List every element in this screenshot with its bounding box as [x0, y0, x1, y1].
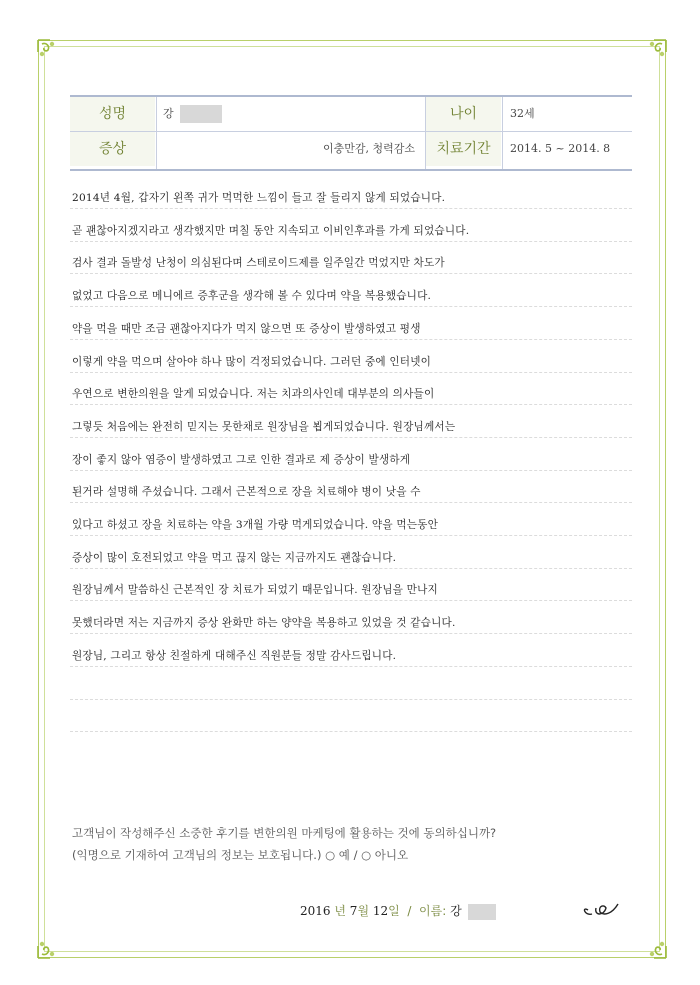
- patient-info-table: [70, 95, 632, 171]
- info-row: [70, 132, 632, 166]
- review-line-text: 원장님께서 말씀하신 근본적인 장 치료가 되었기 때문입니다. 원장님을 만나지: [72, 584, 438, 597]
- review-line-text: 우연으로 변한의원을 알게 되었습니다. 저는 치과의사인데 대부분의 의사들이: [72, 388, 435, 401]
- period-value: 2014. 5 ~ 2014. 8: [510, 142, 611, 155]
- age-value: 32세: [510, 107, 535, 120]
- review-line: [70, 671, 632, 700]
- name-value: [163, 97, 423, 131]
- consent-section: [72, 822, 496, 866]
- review-line: [70, 474, 632, 503]
- review-line-text: 없었고 다음으로 메니에르 증후군을 생각해 볼 수 있다며 약을 복용했습니다.: [72, 290, 432, 303]
- review-line: [70, 344, 632, 373]
- name-label: 성명: [70, 97, 155, 131]
- yes-label: 예: [338, 848, 350, 862]
- review-line: [70, 213, 632, 242]
- review-line: [70, 376, 632, 405]
- age-label: 나이: [426, 97, 501, 131]
- signature-line: 2016 년 7월 12일 / 이름: 강: [300, 902, 496, 920]
- corner-ornament-icon: [642, 934, 668, 960]
- review-line: [70, 703, 632, 732]
- review-line-text: 증상이 많이 호전되었고 약을 먹고 끊지 않는 지금까지도 괜찮습니다.: [72, 551, 397, 564]
- corner-ornament-icon: [642, 38, 668, 64]
- table-divider: [425, 97, 426, 169]
- signer-name: 강: [450, 904, 462, 918]
- review-line: [70, 572, 632, 601]
- day-label: 일: [388, 904, 400, 918]
- no-label: 아니오: [374, 848, 409, 862]
- review-line-text: 약을 먹을 때만 조금 괜찮아지다가 먹지 않으면 또 증상이 발생하였고 평생: [72, 322, 421, 335]
- review-line: [70, 638, 632, 667]
- review-line-text: 된거라 설명해 주셨습니다. 그래서 근본적으로 장을 치료해야 병이 낫을 수: [72, 486, 421, 499]
- review-line-text: 원장님, 그리고 항상 친절하게 대해주신 직원분들 정말 감사드립니다.: [72, 649, 397, 662]
- yes-radio-icon[interactable]: ○: [325, 848, 336, 862]
- review-line: [70, 507, 632, 536]
- month-label: 월: [357, 904, 370, 918]
- corner-ornament-icon: [36, 38, 62, 64]
- name-field-label: 이름:: [419, 904, 447, 918]
- review-line-text: 이렇게 약을 먹으며 살아야 하나 많이 걱정되었습니다. 그러던 중에 인터넷이: [72, 355, 432, 368]
- review-line: [70, 245, 632, 274]
- symptom-label: 증상: [70, 132, 155, 166]
- review-line-text: 못했더라면 저는 지금까지 증상 완화만 하는 양약을 복용하고 있었을 것 같습니다.: [72, 617, 456, 630]
- review-line-text: 곧 괜찮아지겠지라고 생각했지만 며칠 동안 지속되고 이비인후과를 가게 되었습니다.: [72, 224, 470, 237]
- review-line-text: 장이 좋지 않아 염증이 발생하였고 그로 인한 결과로 제 증상이 발생하게: [72, 453, 411, 466]
- review-line-text: 그렇듯 처음에는 완전히 믿지는 못한채로 원장님을 뵙게되었습니다. 원장님께서는: [72, 420, 456, 433]
- review-line: [70, 180, 632, 209]
- no-radio-icon[interactable]: ○: [361, 848, 372, 862]
- year-label: 년: [334, 904, 346, 918]
- redacted-block: [180, 105, 222, 123]
- review-line-text: 검사 결과 돌발성 난청이 의심된다며 스테로이드제를 일주일간 먹었지만 차도가: [72, 257, 445, 270]
- review-line: [70, 409, 632, 438]
- review-line: [70, 311, 632, 340]
- review-line: [70, 605, 632, 634]
- review-line: [70, 540, 632, 569]
- review-line: [70, 278, 632, 307]
- consent-note: (익명으로 기재하여 고객님의 정보는 보호됩니다.): [72, 848, 322, 862]
- month-value: 7: [349, 904, 358, 918]
- separator: /: [353, 848, 362, 862]
- table-divider: [156, 97, 157, 169]
- year-value: 2016: [300, 904, 331, 918]
- consent-question: 고객님이 작성해주신 소중한 후기를 변한의원 마케팅에 활용하는 것에 동의하십니까?: [72, 826, 497, 840]
- corner-ornament-icon: [36, 934, 62, 960]
- table-divider: [502, 97, 503, 169]
- review-line-text: 2014년 4월, 갑자기 왼쪽 귀가 먹먹한 느낌이 들고 잘 들리지 않게 되었습니다.: [72, 192, 446, 204]
- period-label: 치료기간: [426, 132, 501, 166]
- review-line-text: 있다고 하셨고 장을 치료하는 약을 3개월 가량 먹게되었습니다. 약을 먹는동안: [72, 519, 439, 531]
- review-line: [70, 442, 632, 471]
- consent-options: [72, 844, 496, 866]
- day-value: 12: [372, 904, 389, 918]
- redacted-block: [468, 904, 496, 920]
- name-text: 강: [163, 107, 174, 120]
- symptom-value: 이충만감, 청력감소: [322, 142, 415, 155]
- info-row: [70, 97, 632, 132]
- handwritten-signature: [580, 898, 622, 920]
